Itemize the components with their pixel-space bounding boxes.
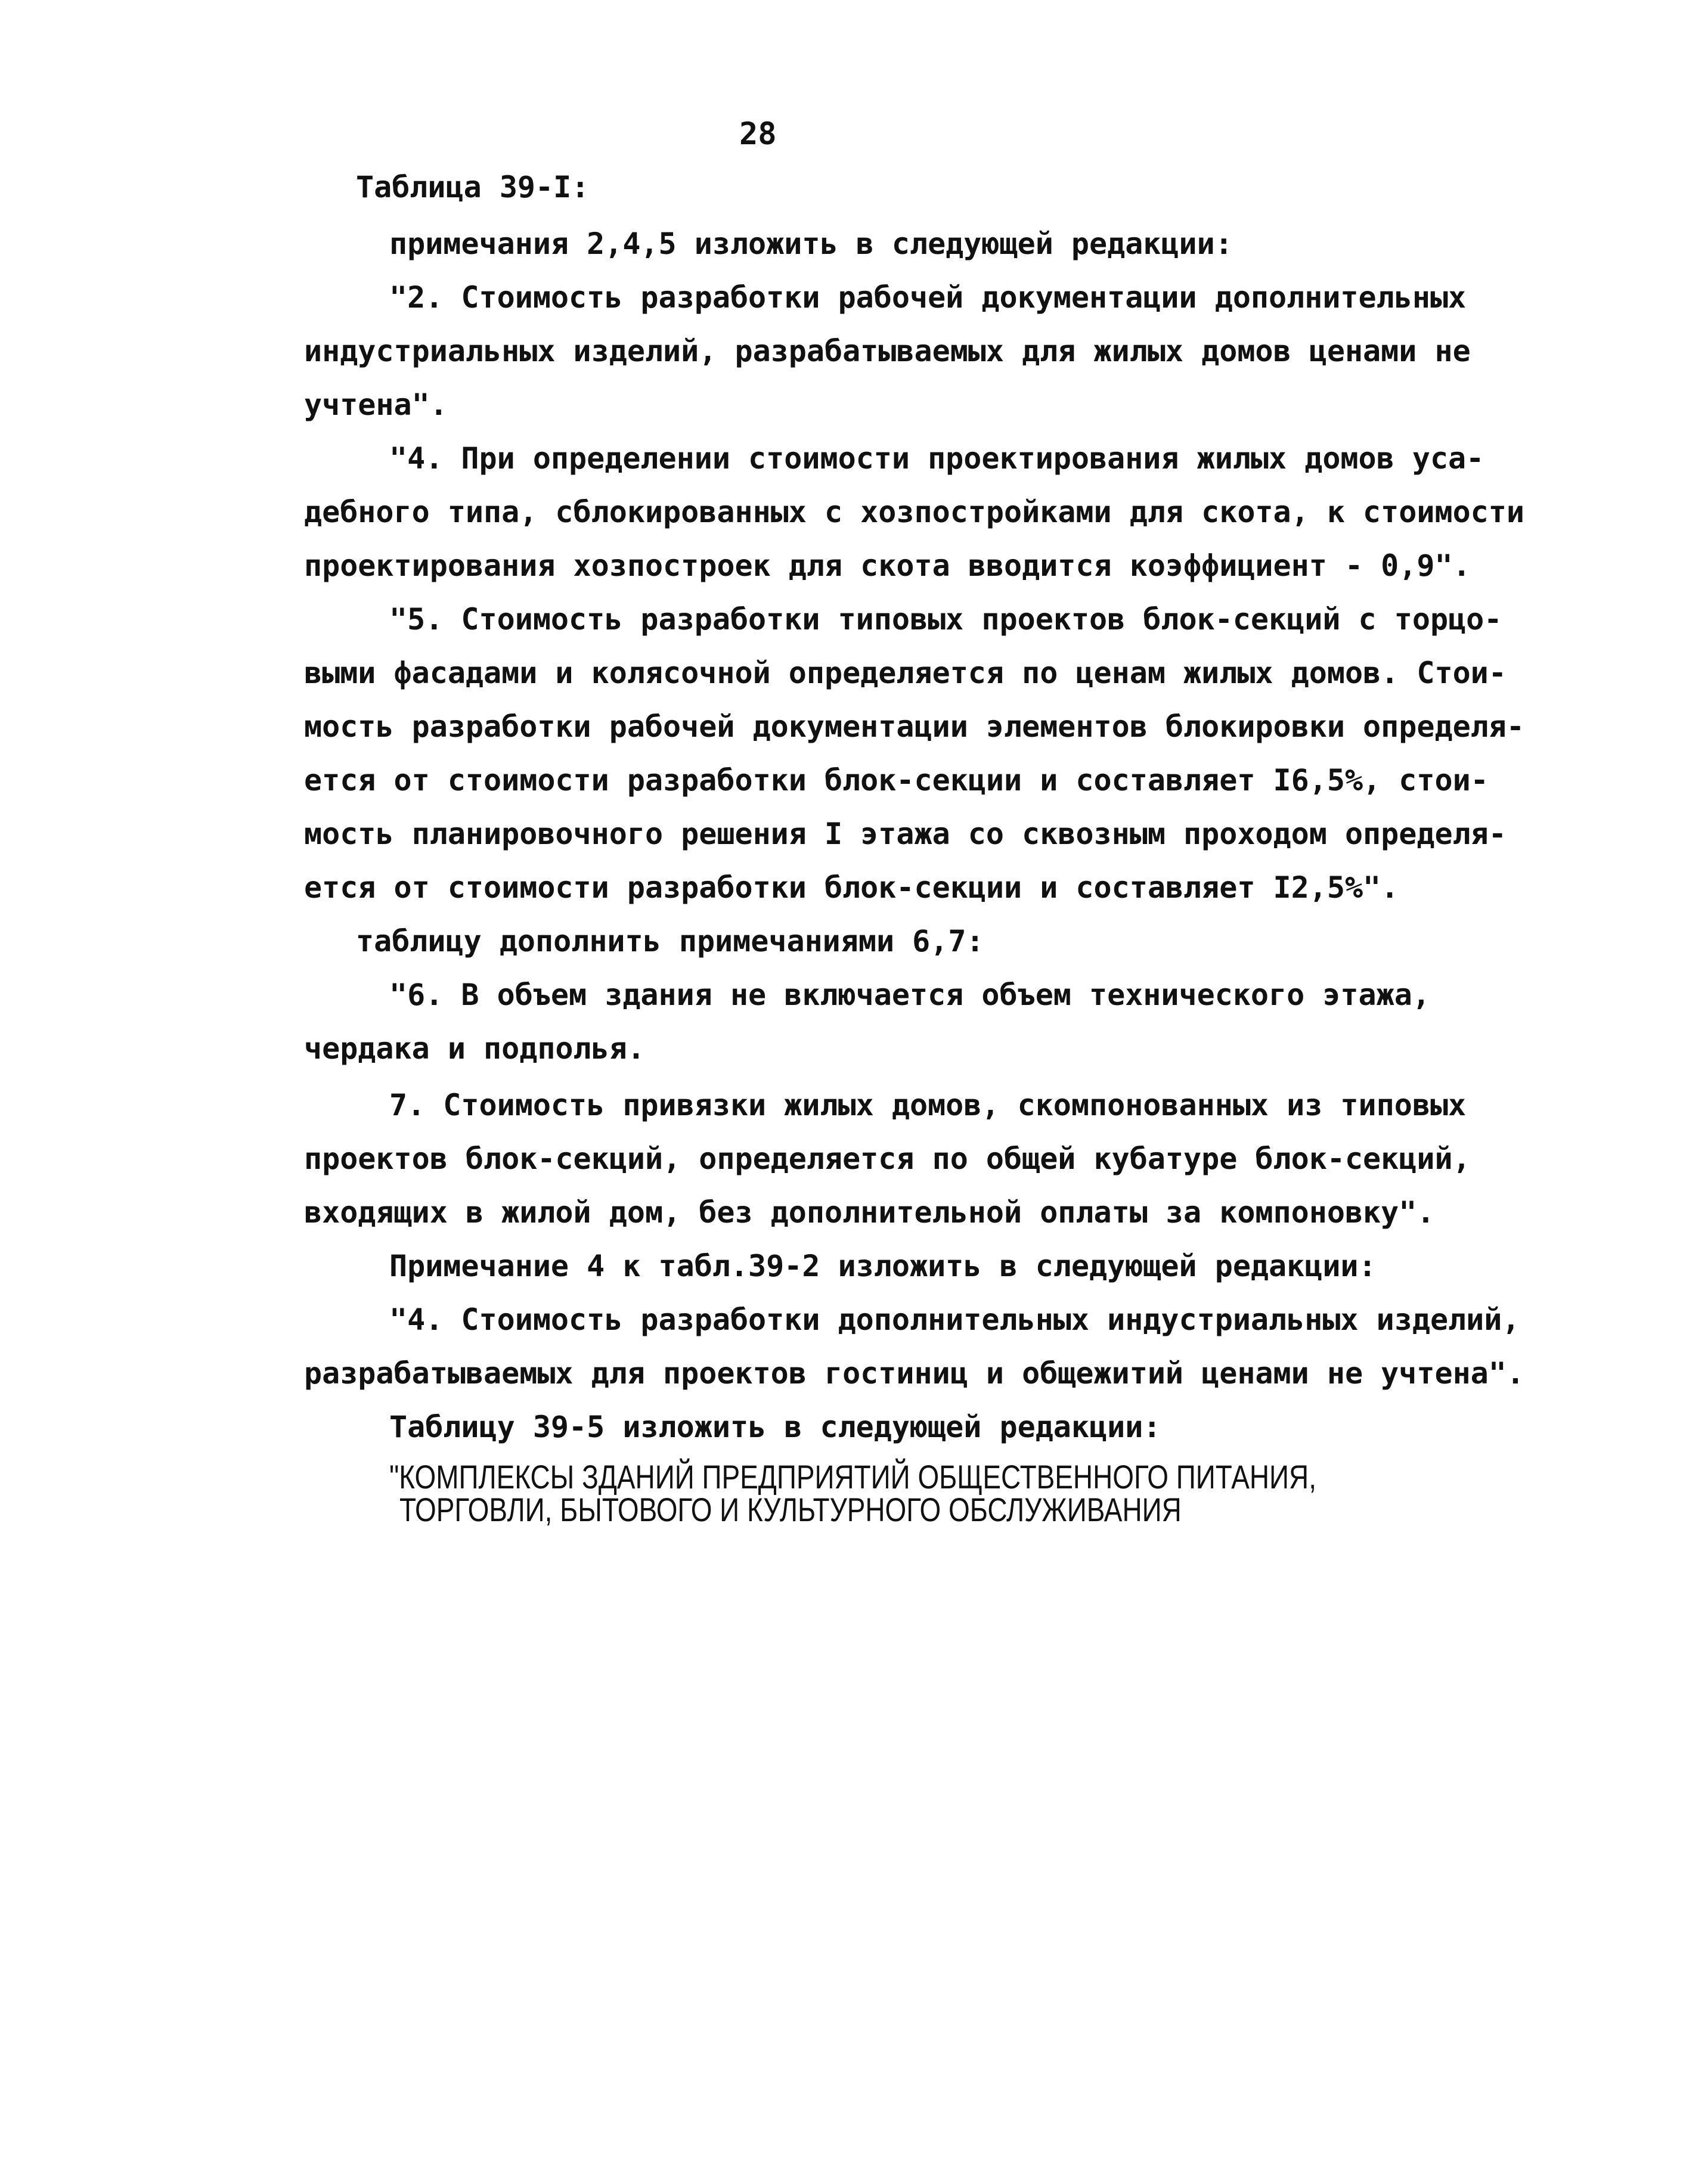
text-line: "4. При определении стоимости проектирования жилых домов уса-	[389, 441, 1484, 476]
text-line: индустриальных изделий, разрабатываемых для жилых домов ценами не	[304, 334, 1471, 368]
table-reference: Таблица 39-I:	[356, 170, 590, 204]
text-line: "4. Стоимость разработки дополнительных индустриальных изделий,	[389, 1302, 1520, 1337]
text-line: ется от стоимости разработки блок-секции и составляет I6,5%, стои-	[304, 763, 1489, 798]
text-line: 7. Стоимость привязки жилых домов, скомпонованных из типовых	[389, 1088, 1467, 1122]
text-line: "2. Стоимость разработки рабочей документации дополнительных	[389, 280, 1467, 315]
table-heading-line-2: ТОРГОВЛИ, БЫТОВОГО И КУЛЬТУРНОГО ОБСЛУЖИВАНИЯ	[399, 1491, 1182, 1528]
text-line: Примечание 4 к табл.39-2 изложить в следующей редакции:	[389, 1249, 1377, 1283]
text-line: проектирования хозпостроек для скота вводится коэффициент - 0,9".	[304, 548, 1471, 583]
text-line: проектов блок-секций, определяется по общей кубатуре блок-секций,	[304, 1141, 1471, 1176]
text-line: входящих в жилой дом, без дополнительной оплаты за компоновку".	[304, 1195, 1435, 1230]
text-line: мость разработки рабочей документации элементов блокировки определя-	[304, 709, 1524, 744]
text-line: ется от стоимости разработки блок-секции и составляет I2,5%".	[304, 870, 1399, 905]
page-number: 28	[739, 116, 777, 152]
text-line: дебного типа, сблокированных с хозпостройками для скота, к стоимости	[304, 495, 1524, 529]
text-line: разрабатываемых для проектов гостиниц и общежитий ценами не учтена".	[304, 1356, 1524, 1391]
text-line: Таблицу 39-5 изложить в следующей редакции:	[389, 1410, 1161, 1444]
text-line: таблицу дополнить примечаниями 6,7:	[356, 924, 984, 958]
text-line: чердака и подполья.	[304, 1031, 645, 1066]
text-line: "5. Стоимость разработки типовых проектов блок-секций с торцо-	[389, 602, 1502, 637]
text-line: выми фасадами и колясочной определяется по ценам жилых домов. Стои-	[304, 656, 1507, 690]
text-line: примечания 2,4,5 изложить в следующей редакции:	[389, 227, 1233, 261]
text-line: мость планировочного решения I этажа со сквозным проходом определя-	[304, 817, 1507, 851]
text-line: "6. В объем здания не включается объем технического этажа,	[389, 978, 1430, 1012]
table-heading-line-1: "КОМПЛЕКСЫ ЗДАНИЙ ПРЕДПРИЯТИЙ ОБЩЕСТВЕННОГО ПИТАНИЯ,	[389, 1458, 1316, 1496]
text-line: учтена".	[304, 387, 448, 422]
